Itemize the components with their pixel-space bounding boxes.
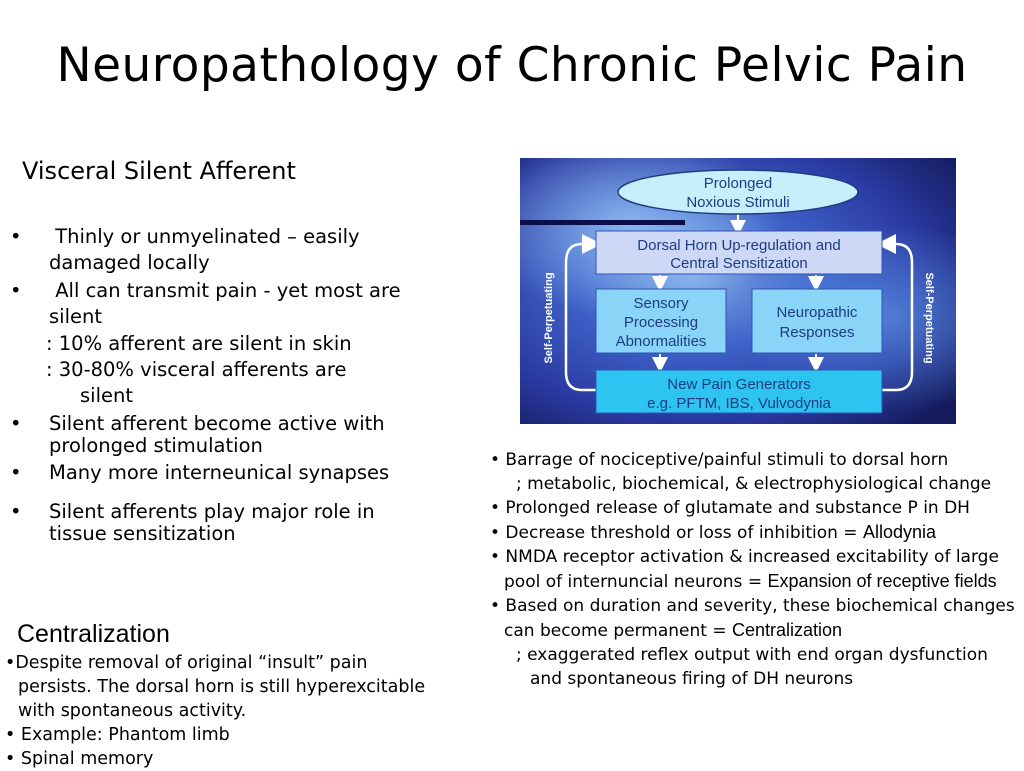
sub-line bbox=[10, 383, 450, 409]
bullet-line: Silent afferents play major role in bbox=[49, 500, 375, 523]
bullet-marker: • bbox=[10, 500, 22, 523]
pain-pathway-diagram bbox=[520, 158, 956, 424]
sensory-box-text: Processing bbox=[623, 314, 699, 331]
dorsal-box-text: Central Sensitization bbox=[670, 255, 808, 272]
neuropathic-box-text: Responses bbox=[779, 324, 855, 341]
mechanism-text: • Decrease threshold or loss of inhibition = bbox=[490, 523, 863, 543]
diagram-dark-band bbox=[520, 220, 685, 225]
section-heading-visceral: Visceral Silent Afferent bbox=[22, 157, 296, 185]
diagram-svg bbox=[520, 158, 956, 424]
mechanism-subitem: ; exaggerated reflex output with end organ dysfunction and spontaneous firing of DH neurons bbox=[516, 645, 988, 689]
bullet-item bbox=[10, 501, 450, 545]
mechanism-item bbox=[490, 594, 1020, 643]
mechanism-item bbox=[490, 520, 1020, 545]
section-heading-centralization: Centralization bbox=[17, 620, 170, 648]
mechanism-text: • Based on duration and severity, these biochemical changes can become permanent = bbox=[490, 596, 1015, 641]
bullet-marker: • bbox=[10, 225, 22, 248]
generators-box-text: e.g. PFTM, IBS, Vulvodynia bbox=[647, 395, 831, 412]
mechanism-bullet-list bbox=[490, 448, 1020, 691]
mechanism-item: • Prolonged release of glutamate and substance P in DH bbox=[490, 498, 970, 518]
sub-line-cont: silent bbox=[80, 384, 133, 407]
centralization-item: • Example: Phantom limb bbox=[5, 725, 230, 745]
self-perpetuating-right-label: Self-Perpetuating bbox=[923, 272, 935, 364]
dorsal-box-text: Dorsal Horn Up-regulation and bbox=[637, 237, 841, 254]
bullet-item bbox=[10, 224, 450, 276]
generators-box-text: New Pain Generators bbox=[667, 376, 811, 393]
bullet-line: Many more interneunical synapses bbox=[49, 461, 390, 484]
bullet-line: silent bbox=[49, 305, 102, 328]
bullet-marker: • bbox=[10, 461, 22, 484]
sub-line: : 10% afferent are silent in skin bbox=[46, 332, 352, 355]
bullet-item bbox=[10, 278, 450, 330]
sensory-box-text: Abnormalities bbox=[615, 333, 707, 350]
visceral-bullet-list bbox=[10, 224, 450, 545]
allodynia-term: Allodynia bbox=[862, 522, 937, 542]
sub-line: : 30-80% visceral afferents are bbox=[46, 358, 347, 381]
self-perpetuating-left-label: Self-Perpetuating bbox=[543, 272, 555, 364]
bullet-item bbox=[10, 413, 450, 457]
bullet-line: Silent afferent become active with bbox=[49, 412, 385, 435]
oval-text: Prolonged bbox=[703, 175, 773, 192]
bullet-line: tissue sensitization bbox=[49, 522, 236, 545]
bullet-marker: • bbox=[10, 412, 22, 435]
mechanism-item: • Barrage of nociceptive/painful stimuli to dorsal horn bbox=[490, 450, 949, 470]
sensory-box-text: Sensory bbox=[633, 295, 689, 312]
bullet-line: prolonged stimulation bbox=[49, 434, 263, 457]
bullet-line: Thinly or unmyelinated – easily bbox=[49, 225, 360, 248]
bullet-marker: • bbox=[10, 279, 22, 302]
oval-text: Noxious Stimuli bbox=[686, 194, 790, 211]
bullet-item bbox=[10, 460, 450, 486]
page-title: Neuropathology of Chronic Pelvic Pain bbox=[56, 38, 968, 93]
neuropathic-responses-box bbox=[752, 289, 882, 353]
centralization-item: •Despite removal of original “insult” pain persists. The dorsal horn is still hyperexcitable with spontaneous activity. bbox=[5, 653, 426, 721]
mechanism-text: • NMDA receptor activation & increased excitability of large pool of internuncial neurons = bbox=[490, 547, 999, 592]
bullet-line: damaged locally bbox=[49, 251, 210, 274]
centralization-list bbox=[5, 651, 435, 771]
bullet-line: All can transmit pain - yet most are bbox=[49, 279, 401, 302]
mechanism-subitem: ; metabolic, biochemical, & electrophysiological change bbox=[516, 474, 992, 494]
mechanism-item bbox=[490, 545, 1020, 594]
spacer bbox=[10, 486, 450, 501]
centralization-term: Centralization bbox=[732, 620, 843, 640]
centralization-item: • Spinal memory bbox=[5, 749, 154, 769]
receptive-fields-term: Expansion of receptive fields bbox=[767, 571, 997, 591]
neuropathic-box-text: Neuropathic bbox=[776, 304, 858, 321]
